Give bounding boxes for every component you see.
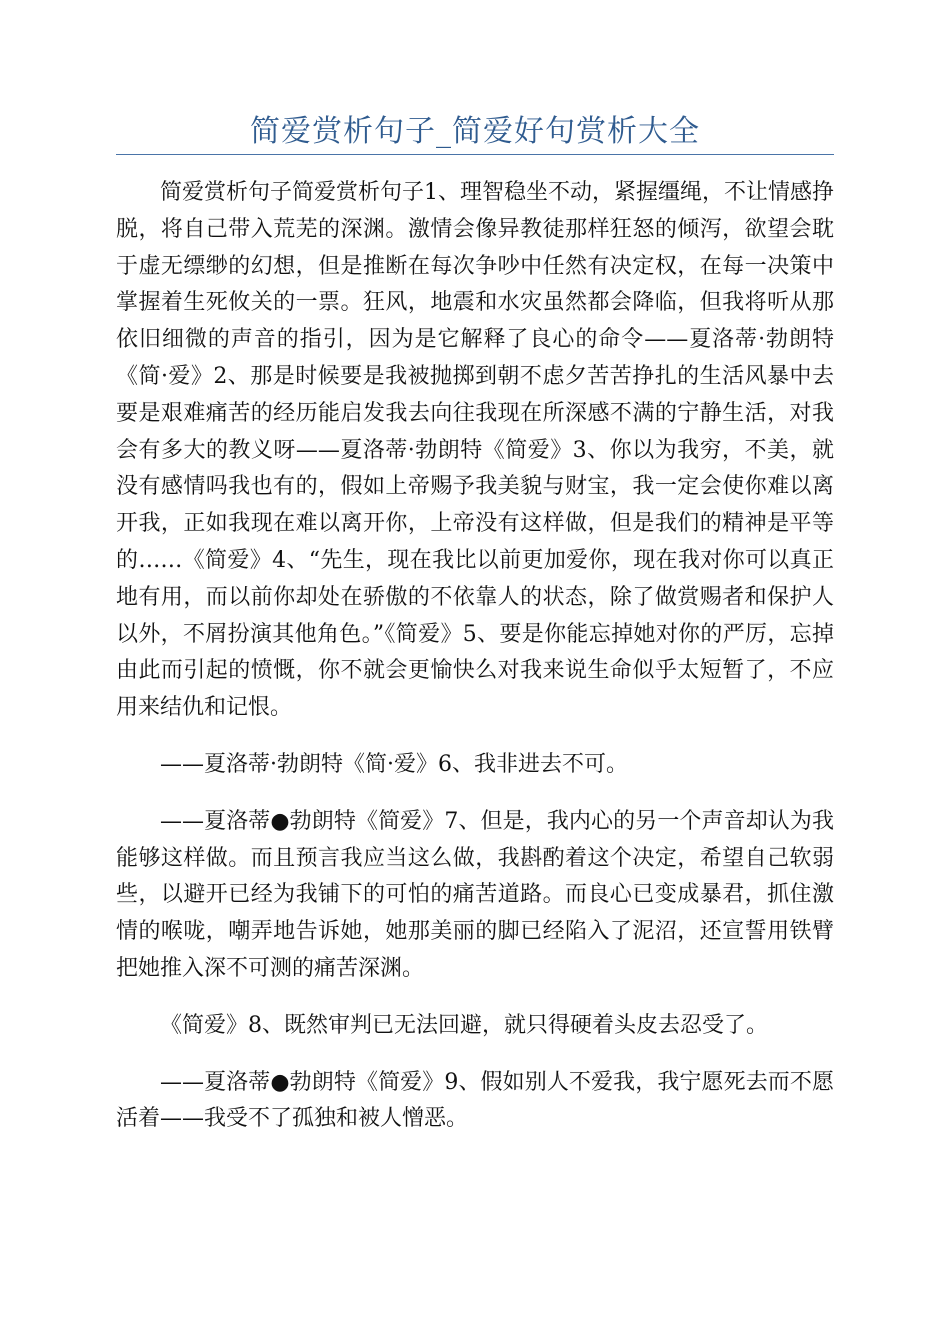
paragraph: ——夏洛蒂●勃朗特《简爱》7、但是，我内心的另一个声音却认为我能够这样做。而且预言我应当这么做，我斟酌着这个决定，希望自己软弱些，以避开已经为我铺下的可怕的痛苦道路。而良心已变成暴君，抓住激情的喉咙，嘲弄地告诉她，她那美丽的脚已经陷入了泥沼，还宣誓用铁臂把她推入深不可测的痛苦深渊。	[116, 808, 834, 981]
paragraph: 简爱赏析句子简爱赏析句子1、理智稳坐不动，紧握缰绳，不让情感挣脱，将自己带入荒芜的深渊。激情会像异教徒那样狂怒的倾泻，欲望会耽于虚无缥缈的幻想，但是推断在每次争吵中任然有决定权，在每一决策中掌握着生死攸关的一票。狂风，地震和水灾虽然都会降临，但我将听从那依旧细微的声音的指引，因为是它解释了良心的命令——夏洛蒂·勃朗特《简·爱》2、那是时候要是我被抛掷到朝不虑夕苦苦挣扎的生活风暴中去要是艰难痛苦的经历能启发我去向往我现在所深感不满的宁静生活，对我会有多大的教义呀——夏洛蒂·勃朗特《简爱》3、你以为我穷，不美，就没有感情吗我也有的，假如上帝赐予我美貌与财宝，我一定会使你难以离开我，正如我现在难以离开你，上帝没有这样做，但是我们的精神是平等的……《简爱》4、“先生，现在我比以前更加爱你，现在我对你可以真正地有用，而以前你却处在骄傲的不依靠人的状态，除了做赏赐者和保护人以外，不屑扮演其他角色。”《简爱》5、要是你能忘掉她对你的严厉，忘掉由此而引起的愤慨，你不就会更愉快么对我来说生命似乎太短暂了，不应用来结仇和记恨。	[116, 180, 834, 721]
page-title: 简爱赏析句子_简爱好句赏析大全	[250, 114, 700, 149]
paragraph: ——夏洛蒂·勃朗特《简·爱》6、我非进去不可。	[160, 751, 628, 777]
paragraph: 《简爱》8、既然审判已无法回避，就只得硬着头皮去忍受了。	[160, 1012, 768, 1038]
document-body	[116, 175, 834, 1158]
title-underline	[116, 154, 834, 155]
paragraph: ——夏洛蒂●勃朗特《简爱》9、假如别人不爱我，我宁愿死去而不愿活着——我受不了孤独和被人憎恶。	[116, 1069, 834, 1132]
